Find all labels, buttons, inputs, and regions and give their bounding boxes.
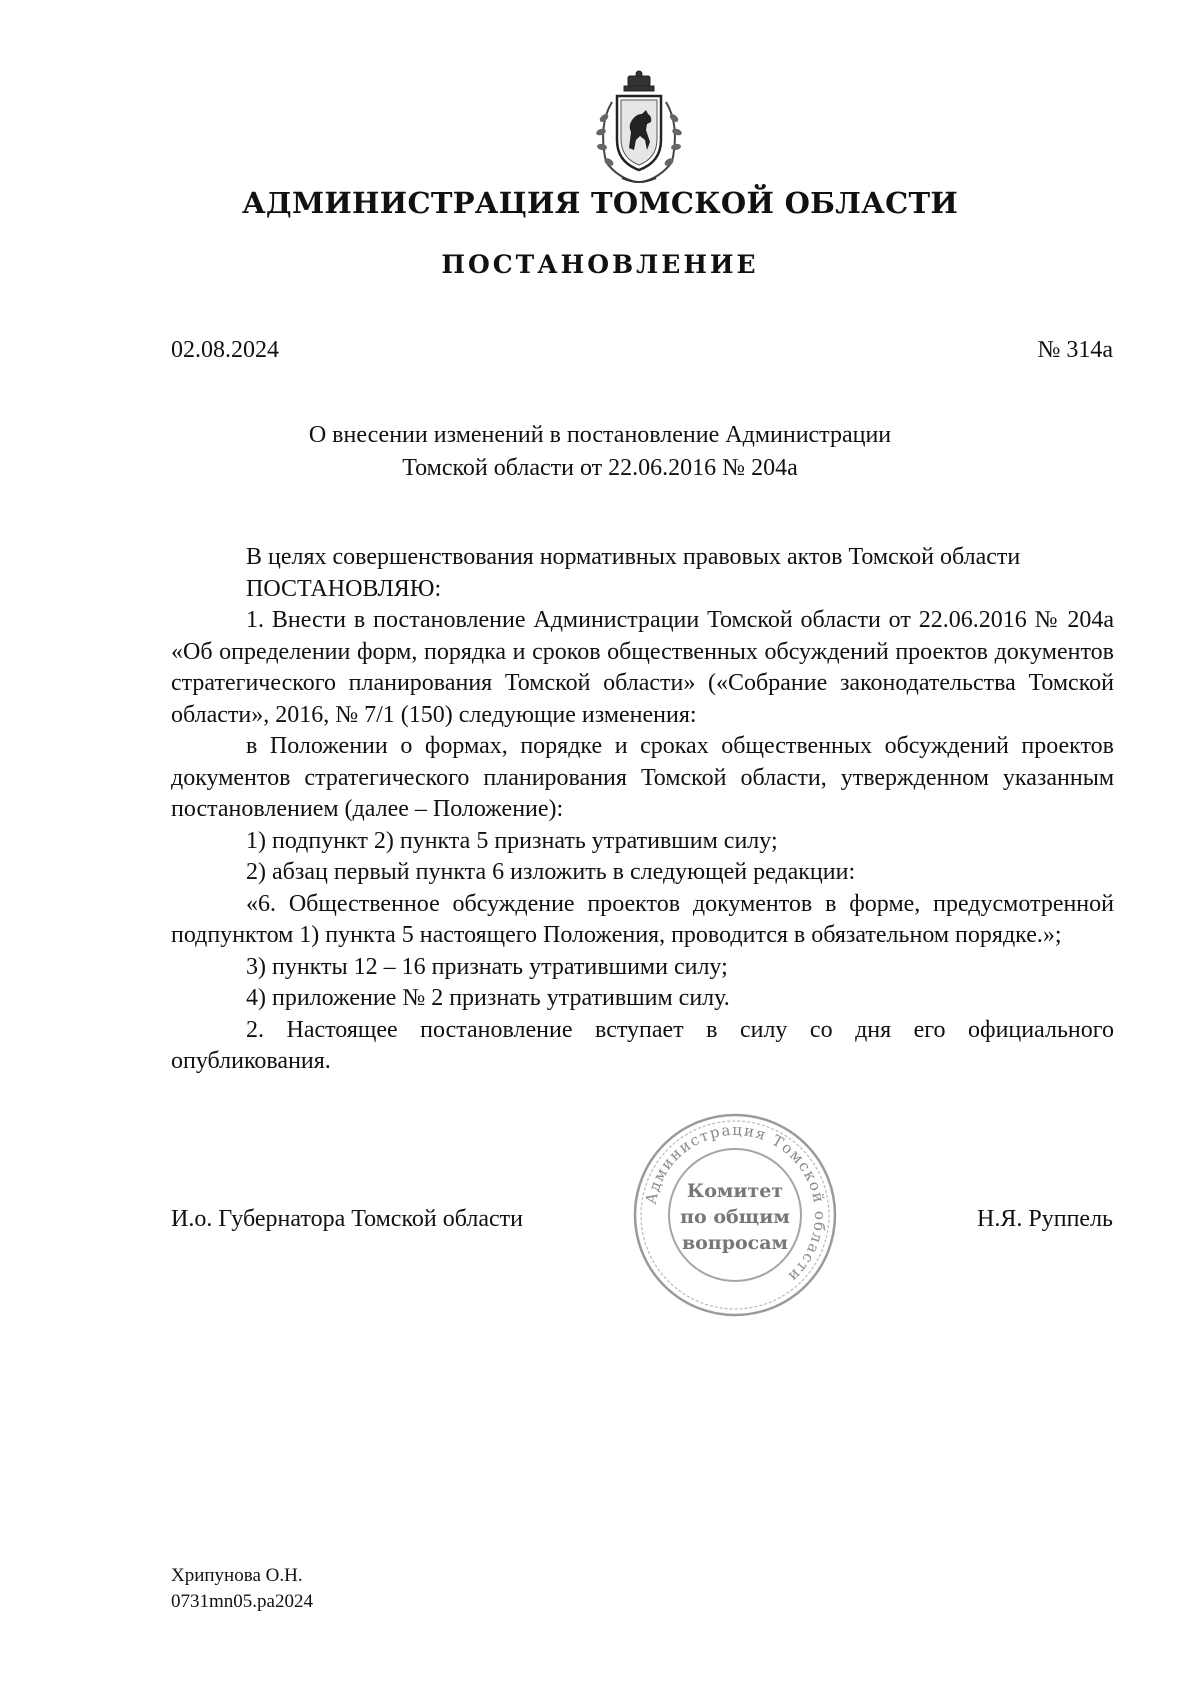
document-date: 02.08.2024 <box>171 337 279 363</box>
seal-center-line: по общим <box>680 1206 790 1228</box>
executor-name: Хрипунова О.Н. <box>171 1565 303 1586</box>
document-body <box>171 542 1114 1078</box>
official-seal <box>630 1110 840 1320</box>
body-paragraph-change-3: 3) пункты 12 – 16 признать утратившими силу; <box>246 953 728 980</box>
signatory-name: Н.Я. Руппель <box>977 1206 1113 1232</box>
body-paragraph-change-1: 1) подпункт 2) пункта 5 признать утратившим силу; <box>246 827 778 854</box>
subject-line: Томской области от 22.06.2016 № 204а <box>402 455 798 481</box>
document-code: 0731mn05.pa2024 <box>171 1591 313 1612</box>
body-paragraph-resolve: ПОСТАНОВЛЯЮ: <box>246 575 442 602</box>
document-subject <box>0 419 1200 485</box>
document-number: № 314а <box>1037 337 1113 363</box>
seal-center-text <box>630 1178 840 1256</box>
seal-center-line: вопросам <box>681 1232 789 1254</box>
signatory-role: И.о. Губернатора Томской области <box>171 1206 523 1232</box>
body-paragraph-item-1: 1. Внести в постановление Администрации Томской области от 22.06.2016 № 204а «Об определении форм, порядка и сроков общественных обсуждений проектов документов стратегического планирования Томской области» («Собрание законодательства Томской области», 2016, № 7/1 (150) следующие изменения: <box>171 607 1114 728</box>
document-footer <box>171 1563 313 1615</box>
document-type-heading: ПОСТАНОВЛЕНИЕ <box>441 250 759 279</box>
subject-line: О внесении изменений в постановление Администрации <box>308 422 892 448</box>
seal-center-line: Комитет <box>686 1180 784 1202</box>
coat-of-arms-emblem <box>584 70 694 190</box>
body-paragraph-item-2: 2. Настоящее постановление вступает в силу со дня его официального опубликования. <box>171 1016 1114 1074</box>
body-paragraph-change-2: 2) абзац первый пункта 6 изложить в следующей редакции: <box>246 859 856 885</box>
organization-title: АДМИНИСТРАЦИЯ ТОМСКОЙ ОБЛАСТИ <box>241 186 959 220</box>
seal-ring-text: Администрация Томской области <box>641 1120 830 1287</box>
body-paragraph-regulation: в Положении о формах, порядке и сроках общественных обсуждений проектов документов стратегического планирования Томской области, утвержденном указанным постановлением (далее – Положение): <box>171 733 1114 822</box>
body-paragraph-change-4: 4) приложение № 2 признать утратившим силу. <box>246 985 730 1011</box>
body-paragraph-intro: В целях совершенствования нормативных правовых актов Томской области <box>246 544 1021 570</box>
body-paragraph-quote: «6. Общественное обсуждение проектов документов в форме, предусмотренной подпунктом 1) пункта 5 настоящего Положения, проводится в обязательном порядке.»; <box>171 890 1114 948</box>
